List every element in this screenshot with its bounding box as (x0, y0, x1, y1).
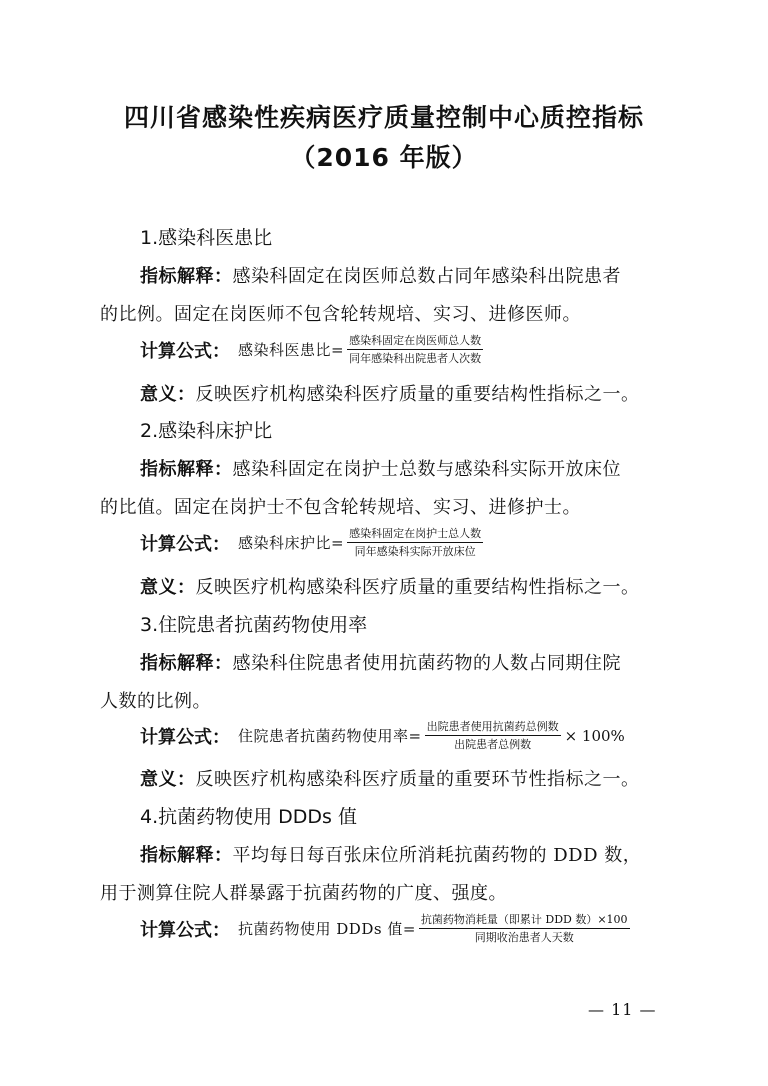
item-3-heading: 3.住院患者抗菌药物使用率 (140, 614, 368, 636)
page-number: — 11 — (588, 1000, 657, 1019)
item-1-explanation-label: 指标解释： (140, 266, 233, 287)
item-2-explanation-text-cont: 的比值。固定在岗护士不包含轮转规培、实习、进修护士。 (100, 497, 581, 518)
item-1-formula-label: 计算公式： (140, 340, 230, 362)
item-3-meaning (140, 767, 640, 793)
item-4-explanation-label: 指标解释： (140, 845, 233, 866)
item-1-explanation (100, 258, 680, 334)
item-2-denominator: 同年感染科实际开放床位 (354, 545, 476, 558)
item-4-heading: 4.抗菌药物使用 DDDs 值 (140, 806, 357, 828)
item-4-explanation-text: 平均每日每百张床位所消耗抗菌药物的 DDD 数， (232, 845, 642, 866)
doc-title-edition: （2016 年版） (290, 143, 478, 172)
item-1-heading: 1.感染科医患比 (140, 227, 273, 249)
doc-title: 四川省感染性疾病医疗质量控制中心质控指标 (123, 103, 644, 132)
item-1-explanation-text: 感染科固定在岗医师总数占同年感染科出院患者 (232, 266, 621, 287)
item-1-meaning (140, 382, 640, 408)
item-4-explanation-text-cont: 用于测算住院人群暴露于抗菌药物的广度、强度。 (100, 883, 507, 904)
item-1-fraction (347, 333, 483, 366)
item-3-numerator: 出院患者使用抗菌药总例数 (425, 719, 561, 736)
item-1-formula (140, 333, 483, 366)
item-4-explanation (100, 837, 680, 913)
item-3-formula (140, 719, 625, 752)
item-3-formula-lhs: 住院患者抗菌药物使用率= (238, 727, 422, 745)
item-2-explanation-text: 感染科固定在岗护士总数与感染科实际开放床位 (232, 459, 621, 480)
item-4-formula-lhs: 抗菌药物使用 DDDs 值= (238, 920, 416, 938)
item-3-explanation (100, 645, 680, 721)
item-4-numerator: 抗菌药物消耗量（即累计 DDD 数）×100 (419, 912, 630, 929)
item-1-numerator: 感染科固定在岗医师总人数 (347, 333, 483, 350)
item-2-fraction (347, 526, 483, 559)
item-3-denominator: 出院患者总例数 (454, 738, 532, 751)
item-2-meaning-label: 意义： (140, 577, 196, 598)
item-1-meaning-label: 意义： (140, 384, 196, 405)
item-3-formula-label: 计算公式： (140, 726, 230, 748)
item-2-explanation (100, 451, 680, 527)
item-1-denominator: 同年感染科出院患者人次数 (349, 352, 482, 365)
item-2-numerator: 感染科固定在岗护士总人数 (347, 526, 483, 543)
item-3-meaning-label: 意义： (140, 769, 196, 790)
item-4-denominator: 同期收治患者人天数 (474, 931, 574, 944)
item-2-heading: 2.感染科床护比 (140, 420, 273, 442)
item-4-fraction (419, 912, 630, 945)
item-2-explanation-label: 指标解释： (140, 459, 233, 480)
item-3-explanation-label: 指标解释： (140, 653, 233, 674)
item-2-formula (140, 526, 483, 559)
item-3-explanation-text-cont: 人数的比例。 (100, 691, 211, 712)
item-2-formula-lhs: 感染科床护比= (238, 534, 345, 552)
item-3-explanation-text: 感染科住院患者使用抗菌药物的人数占同期住院 (232, 653, 621, 674)
item-2-meaning-text: 反映医疗机构感染科医疗质量的重要结构性指标之一。 (195, 577, 640, 598)
item-4-formula-label: 计算公式： (140, 919, 230, 941)
item-3-multiplier: × 100% (564, 726, 625, 745)
item-1-explanation-text-cont: 的比例。固定在岗医师不包含轮转规培、实习、进修医师。 (100, 304, 581, 325)
item-1-formula-lhs: 感染科医患比= (238, 341, 345, 359)
item-3-fraction (425, 719, 561, 752)
item-2-meaning (140, 575, 640, 601)
item-3-meaning-text: 反映医疗机构感染科医疗质量的重要环节性指标之一。 (195, 769, 640, 790)
item-1-meaning-text: 反映医疗机构感染科医疗质量的重要结构性指标之一。 (195, 384, 640, 405)
item-4-formula (140, 912, 630, 945)
item-2-formula-label: 计算公式： (140, 533, 230, 555)
